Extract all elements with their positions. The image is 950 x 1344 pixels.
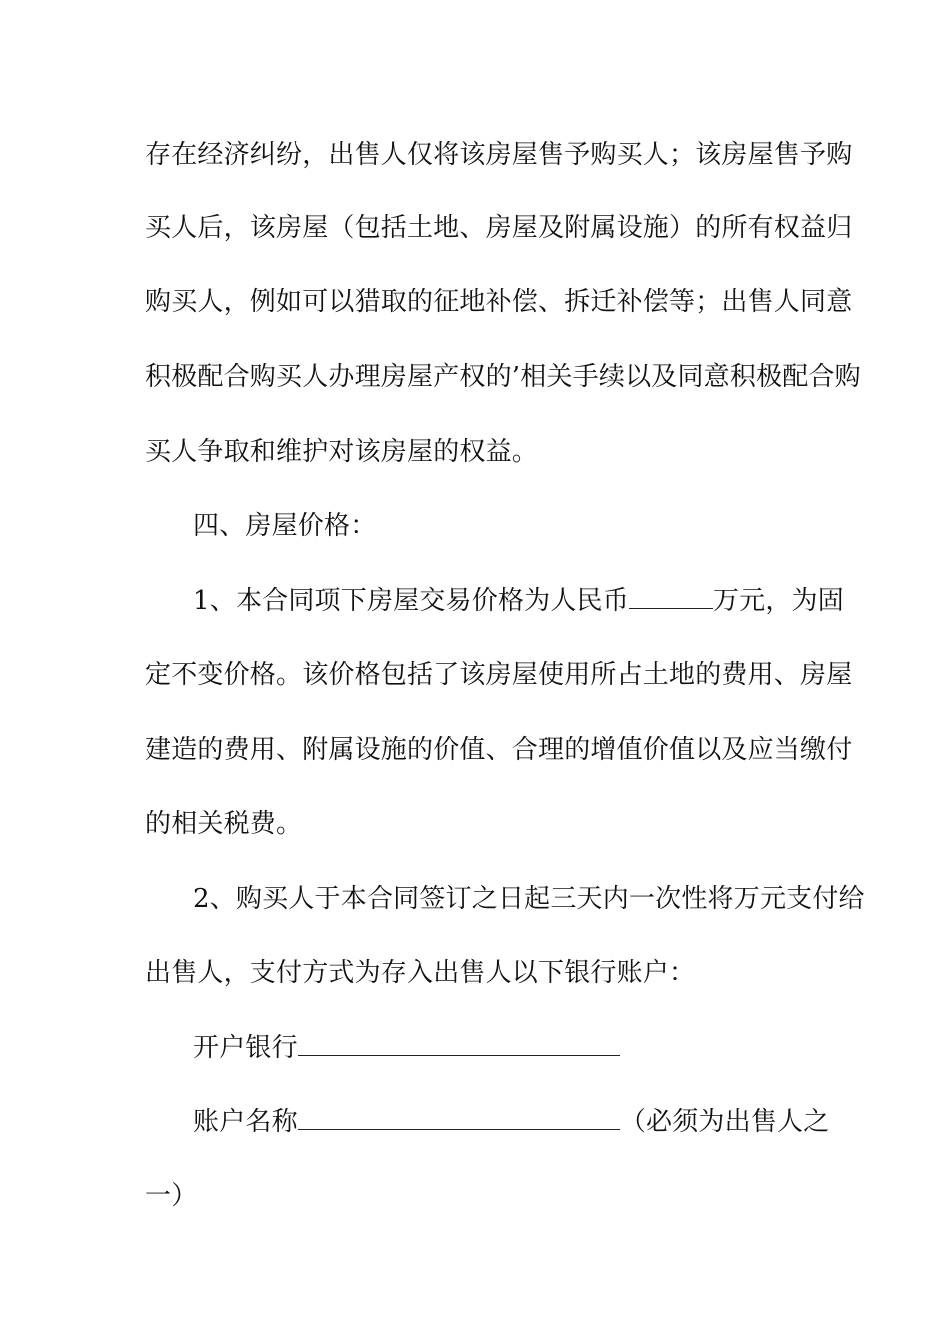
account-note: （必须为出售人之 [619,1107,830,1137]
clause-line: 建造的费用、附属设施的价值、合理的增值价值以及应当缴付 [145,735,853,765]
bank-name-blank-field[interactable] [298,1033,620,1056]
account-note-continued: 一） [145,1181,198,1211]
paragraph-line: 积极配合购买人办理房屋产权的’相关手续以及同意积极配合购 [145,362,861,392]
clause-line: 定不变价格。该价格包括了该房屋使用所占土地的费用、房屋 [145,660,853,690]
account-name-blank-field[interactable] [298,1107,620,1130]
clause-line [193,586,863,616]
bank-field-row [193,1033,863,1063]
clause-text: 万元，为固 [712,586,844,616]
paragraph-line: 买人争取和维护对该房屋的权益。 [145,437,539,467]
account-field-row [193,1107,863,1137]
paragraph-line: 买人后，该房屋（包括土地、房屋及附属设施）的所有权益归 [145,213,853,243]
clause-line: 的相关税费。 [145,809,303,839]
clause-line: 出售人，支付方式为存入出售人以下银行账户： [145,958,696,988]
clause-text: 1、本合同项下房屋交易价格为人民币 [193,586,629,616]
account-field-label: 账户名称 [193,1107,298,1137]
section-heading: 四、房屋价格： [193,511,377,541]
paragraph-line: 存在经济纠纷，出售人仅将该房屋售予购买人；该房屋售予购 [145,140,853,170]
clause-line: 2、购买人于本合同签订之日起三天内一次性将万元支付给 [193,884,865,914]
bank-field-label: 开户银行 [193,1033,298,1063]
paragraph-line: 购买人，例如可以猎取的征地补偿、拆迁补偿等；出售人同意 [145,287,853,317]
price-blank-field[interactable] [629,586,713,609]
